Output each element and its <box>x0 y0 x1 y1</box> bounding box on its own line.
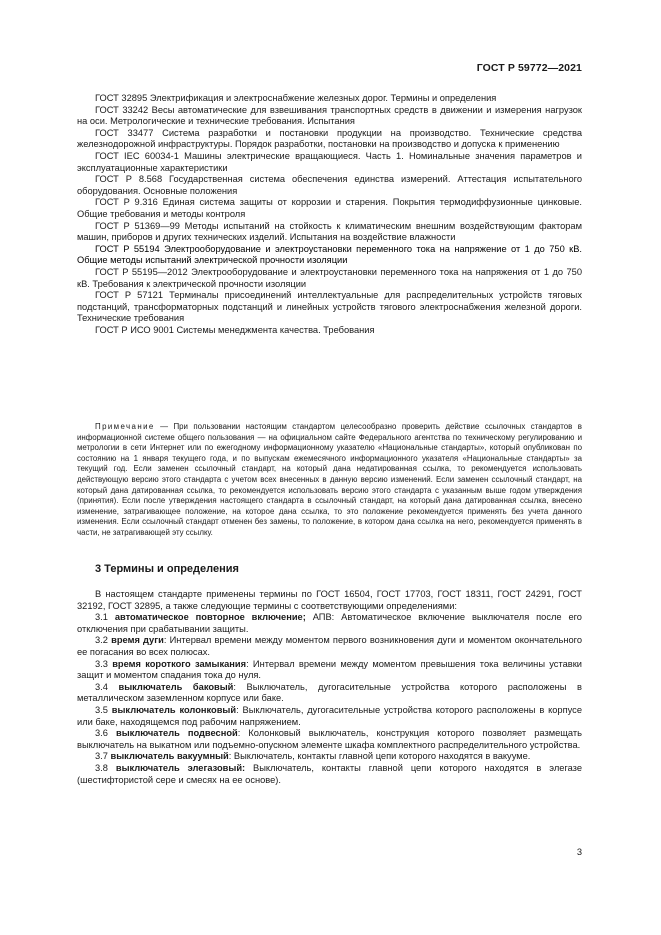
references-note <box>77 422 582 539</box>
terms-list <box>77 589 582 786</box>
reference-item: ГОСТ 32895 Электрификация и электроснабжение железных дорог. Термины и определения <box>95 93 497 103</box>
term-number: 3.6 <box>95 728 108 739</box>
term-item <box>77 659 582 682</box>
reference-item: ГОСТ Р 55195—2012 Электрооборудование и электроустановки переменного тока на напряжения от 1 до 750 кВ. Требования к электрической прочности изоляции <box>77 266 582 289</box>
term-name: выключатель баковый <box>118 681 234 692</box>
term-definition: : Выключатель, дугогасительные устройства которого расположены в корпусе или баке, находящемся под рабочим напряжением. <box>77 704 582 727</box>
term-definition: : Выключатель, контакты главной цепи которого находятся в вакууме. <box>228 751 531 762</box>
term-name: автоматическое повторное включение; <box>114 612 306 623</box>
term-definition: : Выключатель, дугогасительные устройства которого расположены в металлическом заземленном корпусе или баке. <box>77 681 582 704</box>
reference-item: ГОСТ Р 8.568 Государственная система обеспечения единства измерений. Аттестация испытательного оборудования. Основные положения <box>77 174 582 196</box>
reference-item: ГОСТ IEC 60034-1 Машины электрические вращающиеся. Часть 1. Номинальные значения параметров и эксплуатационные характеристики <box>77 150 582 173</box>
reference-item: ГОСТ Р ИСО 9001 Системы менеджмента качества. Требования <box>95 324 375 335</box>
reference-item: ГОСТ Р 57121 Терминалы присоединений интеллектуальные для распределительных устройств тяговых подстанций, трансформаторных подстанций и линейных устройств тягового электроснабжения железной дороги. Технические требования <box>77 290 582 324</box>
term-definition: Выключатель, контакты главной цепи которого находятся в элегазе (шестифтористой сере и смесях на ее основе). <box>77 762 582 785</box>
term-item <box>77 682 582 705</box>
section-intro: В настоящем стандарте применены термины по ГОСТ 16504, ГОСТ 17703, ГОСТ 18311, ГОСТ 24291, ГОСТ 32192, ГОСТ 32895, а также следующие термины с соответствующими определениями: <box>77 589 582 611</box>
term-number: 3.7 <box>95 751 108 762</box>
reference-item: ГОСТ 33242 Весы автоматические для взвешивания транспортных средств в движении и измерения нагрузок на оси. Метрологические и технические требования. Испытания <box>77 104 582 127</box>
normative-references-list <box>77 93 582 336</box>
document-code: ГОСТ Р 59772—2021 <box>476 62 582 74</box>
term-definition: : Интервал времени между моментом превышения тока величины уставки защит и моментом спадания тока до нуля. <box>77 658 582 681</box>
section-title: 3 Термины и определения <box>95 563 239 575</box>
term-name: выключатель элегазовый: <box>115 762 246 773</box>
term-definition: АПВ: Автоматическое включение выключателя после его отключения при срабатывании защиты. <box>77 612 582 634</box>
reference-item: ГОСТ 33477 Система разработки и постановки продукции на производство. Технические средства железнодорожной инфраструктуры. Порядок разработки, постановки на производство и допуска к применению <box>77 127 582 150</box>
term-item <box>77 763 582 786</box>
term-number: 3.2 <box>95 635 108 646</box>
term-item <box>77 635 582 658</box>
term-definition: : Интервал времени между моментом первого возникновения дуги и моментом окончательного ее погасания во всех полюсах. <box>77 635 582 657</box>
term-number: 3.8 <box>95 762 108 773</box>
term-item <box>77 728 582 751</box>
term-name: время короткого замыкания <box>112 658 247 669</box>
reference-item: ГОСТ Р 9.316 Единая система защиты от коррозии и старения. Покрытия термодиффузионные цинковые. Общие требования и методы контроля <box>77 197 582 219</box>
term-item <box>77 751 582 763</box>
note-text: — При пользовании настоящим стандартом целесообразно проверить действие ссылочных стандартов в информационной системе общего пользования — на официальном сайте Федерального агентства по техническому регулированию и метрологии в сети Интернет или по ежегодному информационному указателю «Национальные стандарты», который опубликован по состоянию на 1 января текущего года, и по выпускам ежемесячного информационного указателя «Национальные стандарты» за текущий год. Если заменен ссылочный стандарт, на который дана недатированная ссылка, то рекомендуется использовать действующую версию этого стандарта с учетом всех внесенных в данную версию изменений. Если заменен ссылочный стандарт, на который дана датированная ссылка, то рекомендуется использовать версию этого стандарта с указанным выше годом утверждения (принятия). Если после утверждения настоящего стандарта в ссылочный стандарт, на который дана датированная ссылка, внесено изменение, затрагивающее положение, на которое дана ссылка, то это положение рекомендуется применять без учета данного изменения. Если ссылочный стандарт отменен без замены, то положение, в котором дана ссылка на него, рекомендуется применять в части, не затрагивающей эту ссылку. <box>77 422 582 537</box>
note-label: Примечание <box>95 422 155 431</box>
reference-item: ГОСТ Р 51369—99 Методы испытаний на стойкость к климатическим внешним воздействующим факторам машин, приборов и других технических изделий. Испытания на воздействие влажности <box>77 220 582 243</box>
term-number: 3.1 <box>95 612 108 623</box>
term-name: выключатель вакуумный <box>110 751 229 762</box>
term-name: время дуги <box>111 635 164 646</box>
reference-item: ГОСТ Р 55194 Электрооборудование и электроустановки переменного тока на напряжение от 1 до 750 кВ. Общие методы испытаний электрической прочности изоляции <box>77 243 582 266</box>
page-number: 3 <box>576 847 582 857</box>
term-name: выключатель подвесной <box>115 728 238 739</box>
term-item <box>77 612 582 635</box>
term-number: 3.4 <box>95 681 108 692</box>
term-definition: : Колонковый выключатель, конструкция которого позволяет размещать выключатель на выкатном или подъемно-опускном элементе шкафа комплектного распределительного устройства. <box>77 728 582 750</box>
term-name: выключатель колонковый <box>111 704 237 715</box>
term-number: 3.5 <box>95 704 108 715</box>
term-number: 3.3 <box>95 658 108 669</box>
term-item <box>77 705 582 728</box>
